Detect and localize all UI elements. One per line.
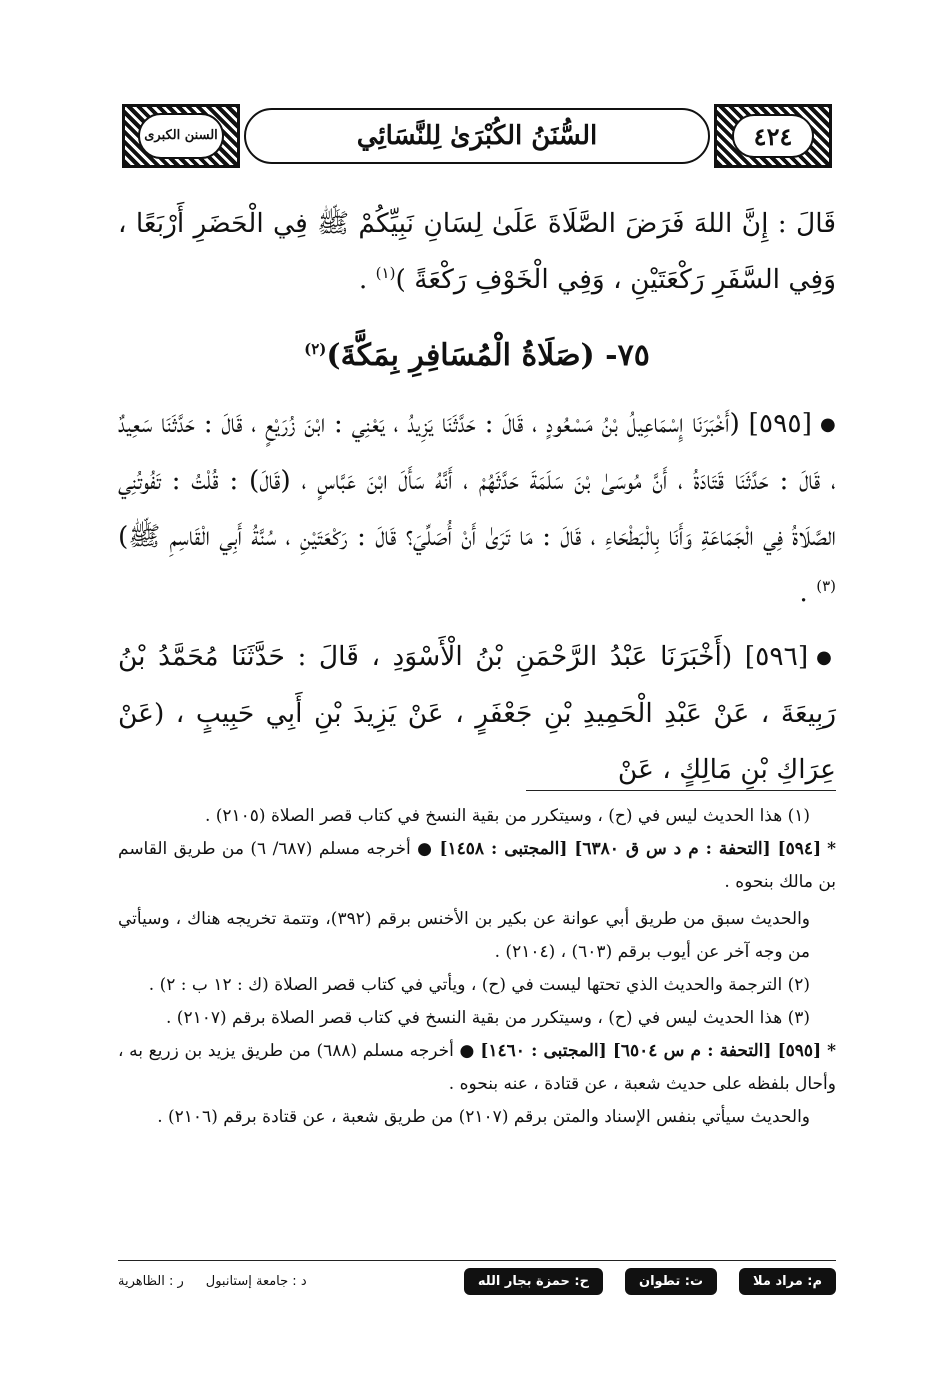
legend-d: د : جامعة إستانبول xyxy=(205,1273,307,1289)
page-number: ٤٢٤ xyxy=(732,114,814,158)
paragraph-end: . xyxy=(358,264,376,295)
manuscript-legend xyxy=(118,1266,836,1296)
takhrij-595-text: ● أخرجه مسلم (٦٨٨) من طريق يزيد بن زريع به ، وأحال بلفظه على حديث شعبة ، عن قتادة ، عنه بنحوه . xyxy=(118,1041,836,1094)
takhrij-595 xyxy=(118,1035,836,1101)
hadith-596 xyxy=(118,629,836,798)
takhrij-594-ref: [٥٩٤] [التحفة : م د س ق ٦٣٨٠] [المجتبى : ١٤٥٨] xyxy=(439,839,822,859)
bullet-icon: ● xyxy=(816,647,836,668)
hadith-596-text: [٥٩٦] (أَخْبَرَنَا عَبْدُ الرَّحْمَنِ بْنُ الْأَسْوَدِ ، قَالَ : حَدَّثَنَا مُحَمَّدُ بْنُ رَبِيعَةَ ، عَنْ عَبْدِ الْحَمِيدِ بْنِ جَعْفَرٍ ، عَنْ يَزِيدَ بْنِ أَبِي حَبِيبٍ ، (عَنْ عِرَاكِ بْنِ مَالِكٍ ، عَنْ xyxy=(118,641,836,785)
chapter-heading xyxy=(118,332,836,380)
legend-pills xyxy=(464,1268,836,1295)
book-title: السُّنَنُ الكُبْرَىٰ لِلنَّسَائِي xyxy=(244,108,710,164)
hadith-595 xyxy=(118,396,836,621)
paragraph-continuation xyxy=(118,196,836,308)
bullet-icon: ● xyxy=(819,414,836,435)
legend-m: م: مراد ملا xyxy=(739,1268,836,1295)
book-medallion-frame xyxy=(122,104,240,168)
legend-plain xyxy=(118,1274,307,1289)
page-header xyxy=(122,104,832,168)
footnote-1: (١) هذا الحديث ليس في (ح) ، وسيتكرر من بقية النسخ في كتاب قصر الصلاة (٢١٠٥) . xyxy=(204,806,810,826)
star-icon: * xyxy=(827,1041,837,1061)
takhrij-594 xyxy=(118,833,836,899)
legend-t: ت: تطوان xyxy=(625,1268,717,1295)
footnote-ref-2: (٢) xyxy=(304,340,327,358)
main-text xyxy=(118,196,836,798)
takhrij-595-ref: [٥٩٥] [التحفة : م س ٦٥٠٤] [المجتبى : ١٤٦٠] xyxy=(480,1041,822,1061)
footnote-ref-1: (١) xyxy=(375,264,396,283)
legend-r: ر : الظاهرية xyxy=(118,1273,184,1289)
takhrij-594-note: والحديث سبق من طريق أبي عوانة عن بكير بن الأخنس برقم (٣٩٢)، وتتمة تخريجه هناك ، وسيأتي من وجه آخر عن أيوب برقم (٦٠٣) ، (٢١٠٤) . xyxy=(118,909,811,962)
bottom-divider xyxy=(118,1260,836,1261)
footnotes xyxy=(118,800,836,1134)
book-medallion: السنن الكبرى xyxy=(138,113,224,159)
hadith-595-text: [٥٩٥] (أَخْبَرَنَا إِسْمَاعِيلُ بْنُ مَسْعُودٍ ، قَالَ : حَدَّثَنَا يَزِيدُ ، يَعْنِي : ابْنَ زُرَيْعٍ ، قَالَ : حَدَّثَنَا سَعِيدٌ ، قَالَ : حَدَّثَنَا قَتَادَةُ ، أَنَّ مُوسَىٰ بْنَ سَلَمَةَ حَدَّثَهُمْ ، أَنَّهُ سَأَلَ ابْنَ عَبَّاسٍ ، (قَالَ) : قُلْتُ : تَفُوتُنِي الصَّلَاةُ فِي الْجَمَاعَةِ وَأَنَا بِالْبَطْحَاءِ ، قَالَ : مَا تَرَىٰ أَنْ أُصَلِّيَ؟ قَالَ : رَكْعَتَيْنِ ، سُنَّةُ أَبِي الْقَاسِمِ ﷺ) xyxy=(118,408,836,552)
footnote-3: (٣) هذا الحديث ليس في (ح) ، وسيتكرر من بقية النسخ في كتاب قصر الصلاة برقم (٢١٠٧) . xyxy=(165,1008,810,1028)
legend-h: ح: حمزة بجار الله xyxy=(464,1268,603,1295)
chapter-title: ٧٥- (صَلَاةُ الْمُسَافِرِ بِمَكَّةَ) xyxy=(326,338,650,373)
footnote-divider xyxy=(526,790,836,791)
paragraph-text: قَالَ : إِنَّ اللهَ فَرَضَ الصَّلَاةَ عَلَىٰ لِسَانِ نَبِيِّكُمْ ﷺ فِي الْحَضَرِ أَرْبَعًا ، وَفِي السَّفَرِ رَكْعَتَيْنِ ، وَفِي الْخَوْفِ رَكْعَةً ) xyxy=(118,208,836,295)
footnote-2: (٢) الترجمة والحديث الذي تحتها ليست في (ح) ، ويأتي في كتاب قصر الصلاة (ك : ١٢ ب : ٢) . xyxy=(148,975,810,995)
star-icon: * xyxy=(827,839,836,859)
hadith-595-end: . xyxy=(799,577,817,608)
takhrij-595-note: والحديث سيأتي بنفس الإسناد والمتن برقم (٢١٠٧) من طريق شعبة ، عن قتادة برقم (٢١٠٦) . xyxy=(157,1107,810,1127)
page-number-frame xyxy=(714,104,832,168)
footnote-ref-3: (٣) xyxy=(816,577,836,596)
takhrij-594-text: ● أخرجه مسلم (٦٨٧/ ٦) من طريق القاسم بن مالك بنحوه . xyxy=(118,839,836,892)
